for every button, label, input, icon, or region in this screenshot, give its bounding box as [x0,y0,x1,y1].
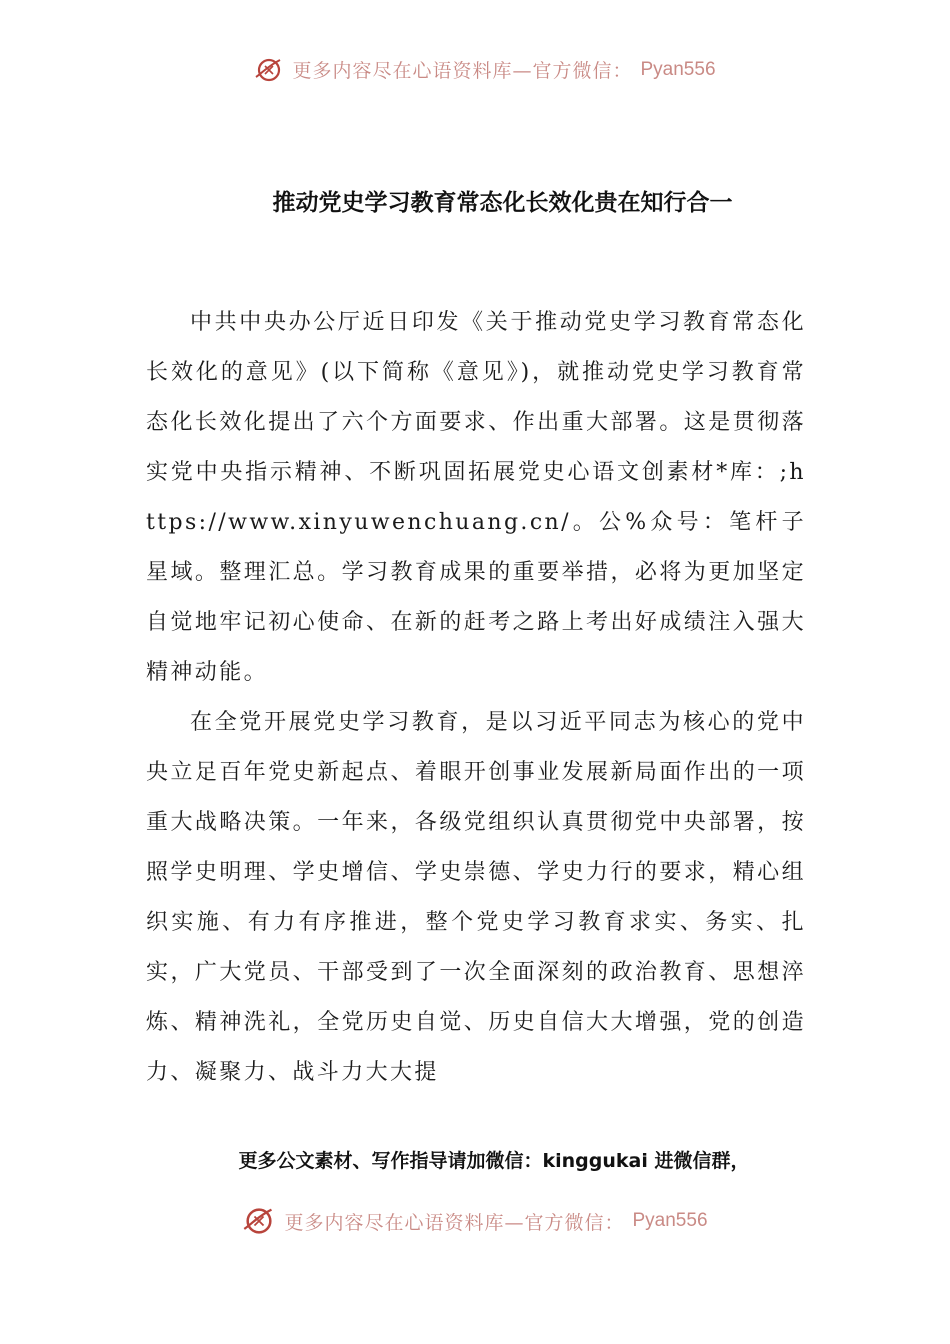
header-watermark [0,56,950,83]
watermark-logo-icon [254,57,284,83]
body-paragraph: 在全党开展党史学习教育，是以习近平同志为核心的党中央立足百年党史新起点、着眼开创事业发展新局面作出的一项重大战略决策。一年来，各级党组织认真贯彻党中央部署，按照学史明理、学史增信、学史崇德、学史力行的要求，精心组织实施、有力有序推进，整个党史学习教育求实、务实、扎实，广大党员、干部受到了一次全面深刻的政治教育、思想淬炼、精神洗礼，全党历史自觉、历史自信大大增强，党的创造力、凝聚力、战斗力大大提 [146,710,806,1085]
footer-contact-note: 更多公文素材、写作指导请加微信：kinggukai 进微信群， [238,1150,750,1172]
watermark-text: 更多内容尽在心语资料库—官方微信： [284,1211,625,1234]
watermark-text: 更多内容尽在心语资料库—官方微信： [292,60,633,82]
footer-watermark [0,1206,950,1236]
body-paragraph: 中共中央办公厅近日印发《关于推动党史学习教育常态化长效化的意见》(以下简称《意见》)，就推动党史学习教育常态化长效化提出了六个方面要求、作出重大部署。这是贯彻落实党中央指示精神、不断巩固拓展党史心语文创素材*库：;https://www.xinyuwenchuang.cn/。公%众号：笔杆子星域。整理汇总。学习教育成果的重要举措，必将为更加坚定自觉地牢记初心使命、在新的赶考之路上考出好成绩注入强大精神动能。 [146,310,806,685]
document-body [146,298,806,1098]
document-title: 推动党史学习教育常态化长效化贵在知行合一 [272,190,733,216]
watermark-id: Pyan556 [632,1210,708,1231]
watermark-logo-icon [242,1206,276,1236]
watermark-id: Pyan556 [640,58,716,80]
